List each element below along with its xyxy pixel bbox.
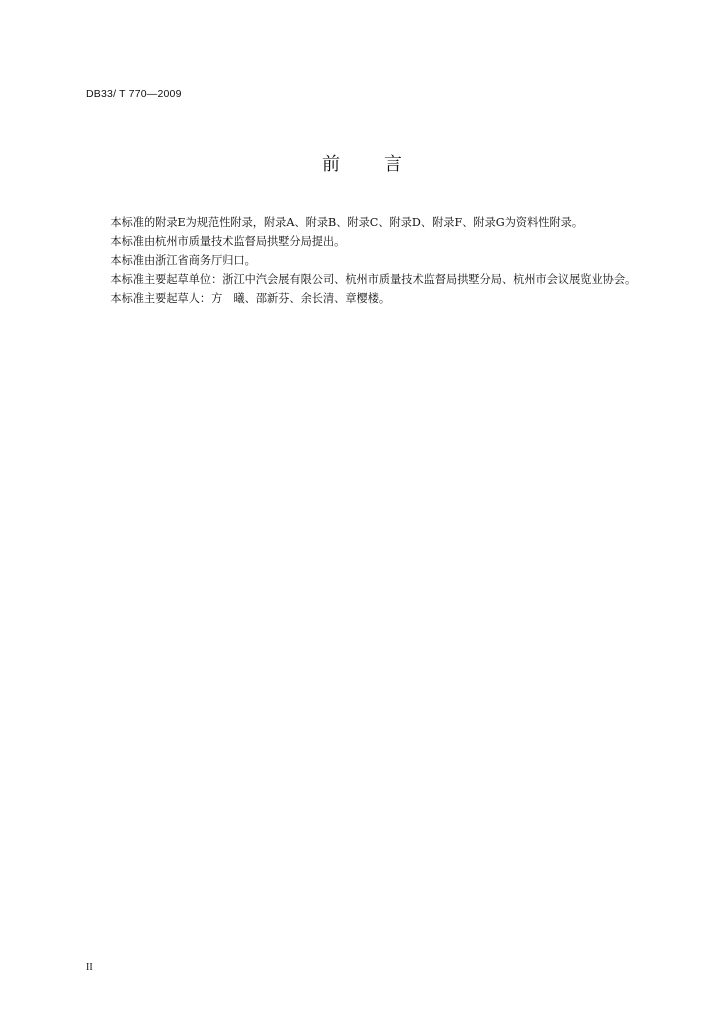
section-title (0, 150, 724, 176)
title-char-1: 前 (322, 154, 340, 175)
paragraph-administrator: 本标准由浙江省商务厅归口。 (110, 254, 256, 267)
paragraph-drafting-units: 本标准主要起草单位：浙江中汽会展有限公司、杭州市质量技术监督局拱墅分局、杭州市会议展览业协会。 (110, 273, 637, 286)
paragraph-proposer: 本标准由杭州市质量技术监督局拱墅分局提出。 (110, 235, 346, 248)
title-char-2: 言 (384, 154, 402, 175)
title-gap (340, 150, 384, 176)
foreword-body (88, 213, 648, 308)
page-number: II (86, 962, 93, 973)
paragraph-appendix: 本标准的附录E为规范性附录，附录A、附录B、附录C、附录D、附录F、附录G为资料性附录。 (110, 216, 584, 229)
paragraph-drafters: 本标准主要起草人：方 曦、邵新芬、余长清、章樱楼。 (110, 292, 391, 305)
standard-code: DB33/ T 770—2009 (86, 88, 182, 100)
